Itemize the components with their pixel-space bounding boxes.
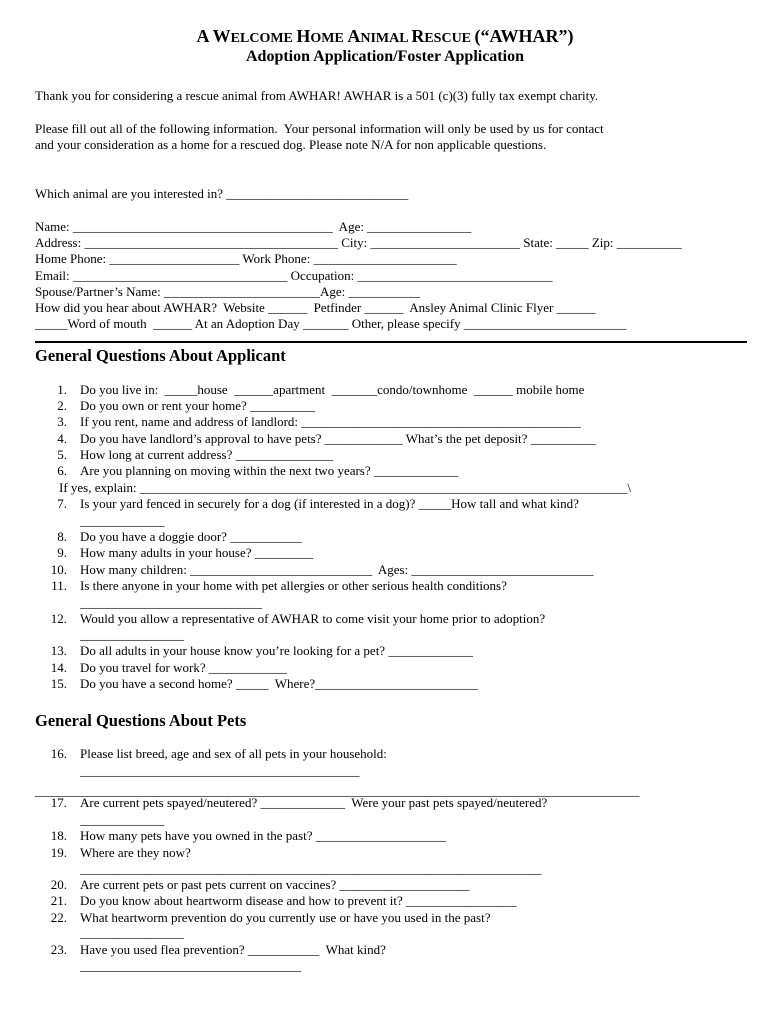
phone-field[interactable]: Home Phone: ____________________ Work Phone: ______________________: [35, 251, 457, 266]
question-text: Do you live in: _____house ______apartment _______condo/townhome ______ mobile home: [80, 382, 585, 397]
pets-section-heading: General Questions About Pets: [35, 711, 247, 730]
question-number: 1.: [57, 382, 67, 397]
question-number: 16.: [50, 746, 67, 761]
answer-line[interactable]: _____________________________________________________________________________________________: [35, 783, 640, 798]
question-text: Do all adults in your house know you’re looking for a pet? _____________: [80, 643, 473, 658]
question-number: 5.: [57, 447, 67, 462]
question-number: 17.: [50, 795, 67, 810]
question-number: 12.: [50, 611, 67, 626]
question-text: Are current pets spayed/neutered? _____________ Were your past pets spayed/neutered?: [80, 795, 548, 810]
intro-paragraph-2-line-1: Please fill out all of the following information. Your personal information will only be used by us for contact: [35, 121, 604, 136]
question-text: How many adults in your house? _________: [80, 545, 314, 560]
answer-line[interactable]: _____________: [80, 513, 165, 528]
email-occupation-field[interactable]: Email: _________________________________ Occupation: ______________________________: [35, 268, 553, 283]
answer-line[interactable]: ____________________________: [80, 595, 262, 610]
question-text: Do you have a second home? _____ Where?_________________________: [80, 676, 478, 691]
question-number: 23.: [50, 942, 67, 957]
page-subtitle: Adoption Application/Foster Application: [246, 48, 524, 65]
question-text: Do you have landlord’s approval to have pets? ____________ What’s the pet deposit? __________: [80, 431, 596, 446]
question-number: 14.: [50, 660, 67, 675]
question-text: Would you allow a representative of AWHAR to come visit your home prior to adoption?: [80, 611, 546, 626]
question-text: How many children: ____________________________ Ages: ____________________________: [80, 562, 594, 577]
question-number: 3.: [57, 414, 67, 429]
question-text: Are current pets or past pets current on vaccines? ____________________: [80, 877, 470, 892]
question-number: 8.: [57, 529, 67, 544]
applicant-section-heading: General Questions About Applicant: [35, 346, 286, 365]
question-text: Are you planning on moving within the next two years? _____________: [80, 463, 459, 478]
question-number: 10.: [50, 562, 67, 577]
intro-paragraph-2-line-2: and your consideration as a home for a rescued dog. Please note N/A for non applicable questions.: [35, 137, 547, 152]
question-text: Is there anyone in your home with pet allergies or other serious health conditions?: [80, 578, 507, 593]
referral-field[interactable]: How did you hear about AWHAR? Website ______ Petfinder ______ Ansley Animal Clinic Flyer ______: [35, 300, 596, 315]
question-text: What heartworm prevention do you currently use or have you used in the past?: [80, 910, 491, 925]
answer-line[interactable]: _______________________________________________________________________: [80, 861, 542, 876]
question-text: Have you used flea prevention? ___________ What kind?: [80, 942, 386, 957]
question-number: 11.: [51, 578, 67, 593]
question-text: Do you have a doggie door? ___________: [80, 529, 302, 544]
answer-line[interactable]: ________________: [80, 627, 184, 642]
question-text: Do you own or rent your home? __________: [80, 398, 316, 413]
question-number: 22.: [50, 910, 67, 925]
question-number: 13.: [50, 643, 67, 658]
question-text: How long at current address? _______________: [80, 447, 334, 462]
question-number: 18.: [50, 828, 67, 843]
address-field[interactable]: Address: _______________________________________ City: _______________________ State: _____ Zip: __________: [35, 235, 682, 250]
spouse-field[interactable]: Spouse/Partner’s Name: ________________________Age: ___________: [35, 284, 421, 299]
page-title: A WELCOME HOME ANIMAL RESCUE (“AWHAR”): [196, 26, 574, 46]
section-divider: [35, 341, 747, 343]
question-text: Where are they now?: [80, 845, 191, 860]
question-text: Please list breed, age and sex of all pets in your household:: [80, 746, 387, 761]
answer-line[interactable]: ___________________________________________: [80, 763, 360, 778]
name-age-field[interactable]: Name: ________________________________________ Age: ________________: [35, 219, 472, 234]
question-number: 15.: [50, 676, 67, 691]
question-text: How many pets have you owned in the past? ____________________: [80, 828, 446, 843]
question-number: 2.: [57, 398, 67, 413]
question-text: Do you travel for work? ____________: [80, 660, 287, 675]
answer-line[interactable]: ________________: [80, 925, 184, 940]
question-number: 6.: [57, 463, 67, 478]
question-text: Do you know about heartworm disease and how to prevent it? _________________: [80, 893, 517, 908]
answer-line[interactable]: _____________: [80, 812, 165, 827]
answer-line[interactable]: If yes, explain: ___________________________________________________________________________\: [59, 480, 631, 495]
question-text: Is your yard fenced in securely for a dog (if interested in a dog)? _____How tall and what kind?: [80, 496, 579, 511]
question-number: 20.: [50, 877, 67, 892]
question-number: 21.: [50, 893, 67, 908]
intro-paragraph-1: Thank you for considering a rescue animal from AWHAR! AWHAR is a 501 (c)(3) fully tax exempt charity.: [35, 88, 599, 103]
answer-line[interactable]: __________________________________: [80, 958, 301, 973]
question-number: 9.: [57, 545, 67, 560]
question-number: 19.: [50, 845, 67, 860]
referral-field-2[interactable]: _____Word of mouth ______ At an Adoption Day _______ Other, please specify _________________________: [35, 316, 627, 331]
question-number: 4.: [57, 431, 67, 446]
question-number: 7.: [57, 496, 67, 511]
question-text: If you rent, name and address of landlord: ___________________________________________: [80, 414, 581, 429]
animal-interest-field[interactable]: Which animal are you interested in? ____________________________: [35, 186, 409, 201]
